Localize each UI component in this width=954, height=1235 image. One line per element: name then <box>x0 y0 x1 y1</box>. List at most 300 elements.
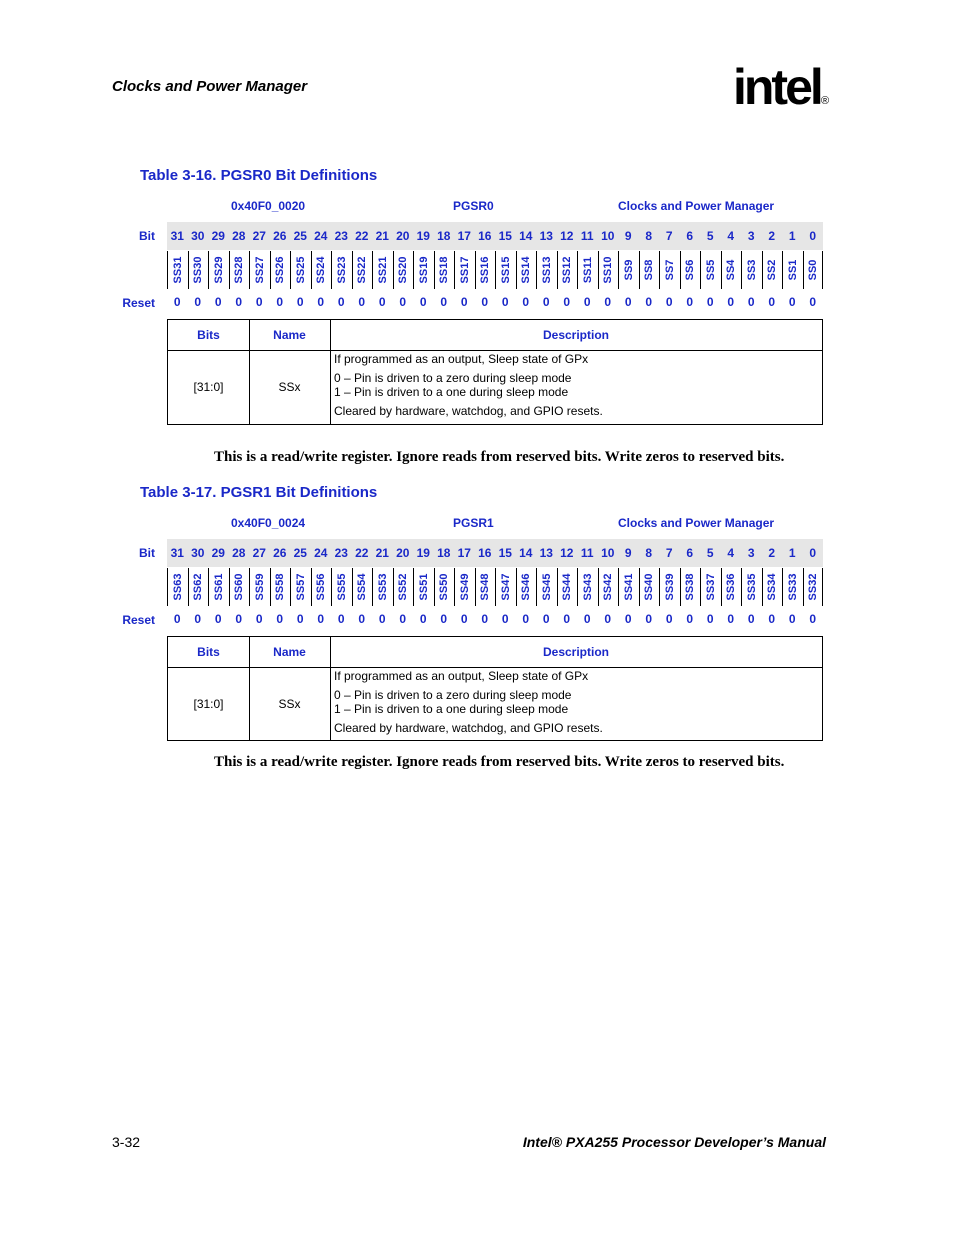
reset-value: 0 <box>194 295 202 309</box>
field-name-cell <box>413 251 434 289</box>
bit-number: 28 <box>232 546 246 560</box>
reset-value: 0 <box>255 295 263 309</box>
bit-number-row <box>167 222 823 250</box>
field-name-cell <box>762 251 783 289</box>
field-name-cell <box>700 568 721 606</box>
description-table-header <box>168 320 822 351</box>
reset-row-label: Reset <box>122 296 155 310</box>
field-name-cell <box>680 568 701 606</box>
bit-number: 21 <box>375 229 389 243</box>
bit-number: 18 <box>437 546 451 560</box>
field-name-cell <box>311 568 332 606</box>
description-line: 0 – Pin is driven to a zero during sleep mode <box>334 688 572 702</box>
field-name-cell <box>188 568 209 606</box>
field-name-cell <box>618 568 639 606</box>
column-header-name: Name <box>249 320 331 350</box>
bit-number: 13 <box>539 229 553 243</box>
field-name-cell <box>659 568 680 606</box>
reset-value: 0 <box>624 295 632 309</box>
bit-number: 10 <box>601 546 615 560</box>
register-note: This is a read/write register. Ignore reads from reserved bits. Write zeros to reserved bits. <box>214 754 785 770</box>
reset-value: 0 <box>296 612 304 626</box>
reset-value: 0 <box>747 612 755 626</box>
field-name: SS47 <box>499 573 512 601</box>
bit-number: 12 <box>560 546 574 560</box>
description-line: If programmed as an output, Sleep state of GPx <box>334 352 589 366</box>
field-name: SS46 <box>520 573 533 601</box>
field-name-cell <box>557 251 578 289</box>
reset-value: 0 <box>522 295 530 309</box>
reset-value: 0 <box>255 612 263 626</box>
reset-value: 0 <box>686 612 694 626</box>
field-name-cell <box>475 251 496 289</box>
bit-number: 24 <box>314 229 328 243</box>
reset-value: 0 <box>440 612 448 626</box>
register-note: This is a read/write register. Ignore reads from reserved bits. Write zeros to reserved bits. <box>214 449 785 465</box>
field-name: SS9 <box>622 259 635 281</box>
reset-value: 0 <box>604 295 612 309</box>
field-name: SS44 <box>561 573 574 601</box>
field-name-cell <box>413 568 434 606</box>
reset-value: 0 <box>481 295 489 309</box>
reset-value: 0 <box>645 295 653 309</box>
description-line: 1 – Pin is driven to a one during sleep mode <box>334 385 569 399</box>
bit-number: 29 <box>211 546 225 560</box>
reset-value: 0 <box>624 612 632 626</box>
column-header-description: Description <box>542 645 609 659</box>
field-name: SS4 <box>725 259 738 281</box>
field-name-cell <box>536 568 557 606</box>
field-name: SS10 <box>602 256 615 284</box>
bit-number: 23 <box>334 546 348 560</box>
reset-value: 0 <box>706 612 714 626</box>
register-address: 0x40F0_0024 <box>231 516 306 530</box>
bit-description-table <box>167 319 823 425</box>
bit-number: 31 <box>170 229 184 243</box>
bit-number: 5 <box>706 546 714 560</box>
field-name-row <box>167 568 823 606</box>
field-name-cell <box>352 568 373 606</box>
bit-number: 25 <box>293 229 307 243</box>
field-name-cell <box>434 251 455 289</box>
column-header-bits: Bits <box>168 320 250 350</box>
field-name: SS13 <box>540 256 553 284</box>
field-name: SS3 <box>745 259 758 281</box>
description-table-header <box>168 637 822 668</box>
reset-value: 0 <box>583 612 591 626</box>
reset-value: 0 <box>173 295 181 309</box>
field-name-cell <box>352 251 373 289</box>
description-line: If programmed as an output, Sleep state of GPx <box>334 669 589 683</box>
description-line: Cleared by hardware, watchdog, and GPIO resets. <box>334 721 603 735</box>
field-name: SS12 <box>561 256 574 284</box>
reset-value: 0 <box>563 612 571 626</box>
reset-value-row <box>167 609 823 629</box>
field-name: SS51 <box>417 573 430 601</box>
section-header-title: Clocks and Power Manager <box>112 78 308 95</box>
field-name: SS52 <box>397 573 410 601</box>
field-name-cell <box>577 568 598 606</box>
bit-number: 9 <box>624 546 632 560</box>
reset-value: 0 <box>317 612 325 626</box>
field-name-cell <box>188 251 209 289</box>
description-line: 0 – Pin is driven to a zero during sleep mode <box>334 371 572 385</box>
field-name-cell <box>516 251 537 289</box>
field-name: SS34 <box>766 573 779 601</box>
reset-value: 0 <box>481 612 489 626</box>
description-line: Cleared by hardware, watchdog, and GPIO resets. <box>334 404 603 418</box>
bit-number: 10 <box>601 229 615 243</box>
field-name-cell <box>741 251 762 289</box>
bit-number: 25 <box>293 546 307 560</box>
field-name: SS38 <box>684 573 697 601</box>
field-name: SS43 <box>581 573 594 601</box>
bit-number: 0 <box>809 229 817 243</box>
reset-value: 0 <box>214 612 222 626</box>
reset-value: 0 <box>727 612 735 626</box>
register-meta <box>0 199 954 215</box>
field-name-cell <box>311 251 332 289</box>
field-name-cell <box>270 251 291 289</box>
reset-value: 0 <box>419 295 427 309</box>
bit-number: 11 <box>580 546 594 560</box>
bit-number: 27 <box>252 546 266 560</box>
reset-value: 0 <box>501 295 509 309</box>
bit-number: 31 <box>170 546 184 560</box>
bit-number: 6 <box>686 546 694 560</box>
row-bits: [31:0] <box>168 350 250 424</box>
reset-value: 0 <box>194 612 202 626</box>
field-name: SS49 <box>458 573 471 601</box>
bit-number: 20 <box>396 229 410 243</box>
field-name: SS23 <box>335 256 348 284</box>
field-name: SS0 <box>806 259 819 281</box>
bit-number: 28 <box>232 229 246 243</box>
bit-number: 23 <box>334 229 348 243</box>
field-name: SS29 <box>212 256 225 284</box>
column-header-description: Description <box>542 328 609 342</box>
field-name: SS41 <box>622 573 635 601</box>
reset-value: 0 <box>809 295 817 309</box>
reset-value: 0 <box>276 612 284 626</box>
field-name: SS20 <box>397 256 410 284</box>
field-name: SS36 <box>725 573 738 601</box>
bit-number: 7 <box>665 229 673 243</box>
field-name-cell <box>249 568 270 606</box>
reset-value: 0 <box>788 295 796 309</box>
field-name-cell <box>618 251 639 289</box>
field-name: SS45 <box>540 573 553 601</box>
register-name: PGSR0 <box>453 199 494 213</box>
field-name: SS25 <box>294 256 307 284</box>
bit-number: 6 <box>686 229 694 243</box>
field-name-cell <box>331 568 352 606</box>
field-name: SS54 <box>356 573 369 601</box>
field-name: SS42 <box>602 573 615 601</box>
bit-number: 14 <box>519 229 533 243</box>
reset-value: 0 <box>768 295 776 309</box>
bit-number: 2 <box>768 546 776 560</box>
field-name-cell <box>372 251 393 289</box>
register-meta <box>0 516 954 532</box>
field-name-cell <box>475 568 496 606</box>
field-name-cell <box>598 568 619 606</box>
field-name-cell <box>229 251 250 289</box>
field-name-cell <box>639 568 660 606</box>
reset-value: 0 <box>235 612 243 626</box>
page-number: 3-32 <box>112 1134 141 1150</box>
field-name-cell <box>167 251 188 289</box>
field-name-cell <box>331 251 352 289</box>
field-name: SS24 <box>315 256 328 284</box>
bit-number: 15 <box>498 229 512 243</box>
reset-value: 0 <box>522 612 530 626</box>
field-name-cell <box>598 251 619 289</box>
field-name: SS19 <box>417 256 430 284</box>
row-description <box>330 667 822 741</box>
field-name-cell <box>639 251 660 289</box>
field-name: SS53 <box>376 573 389 601</box>
register-address: 0x40F0_0020 <box>231 199 306 213</box>
bit-number: 30 <box>191 546 205 560</box>
field-name: SS18 <box>438 256 451 284</box>
field-name-cell <box>782 568 803 606</box>
field-name: SS63 <box>171 573 184 601</box>
field-name-cell <box>803 251 824 289</box>
field-name-cell <box>229 568 250 606</box>
bit-number: 4 <box>727 546 735 560</box>
field-name: SS58 <box>274 573 287 601</box>
reset-value: 0 <box>542 295 550 309</box>
bit-number: 14 <box>519 546 533 560</box>
reset-value: 0 <box>399 612 407 626</box>
field-name: SS31 <box>171 256 184 284</box>
field-name: SS56 <box>315 573 328 601</box>
reset-value: 0 <box>337 612 345 626</box>
bit-number: 1 <box>788 229 796 243</box>
field-name-cell <box>536 251 557 289</box>
field-name-cell <box>495 251 516 289</box>
field-name: SS61 <box>212 573 225 601</box>
bit-number: 19 <box>416 229 430 243</box>
column-header-name: Name <box>249 637 331 667</box>
reset-value: 0 <box>358 295 366 309</box>
row-name: SSx <box>249 350 331 424</box>
reset-value: 0 <box>747 295 755 309</box>
bit-number: 1 <box>788 546 796 560</box>
bit-number: 22 <box>355 229 369 243</box>
logo-registered-mark: ® <box>821 95 830 107</box>
bit-number: 4 <box>727 229 735 243</box>
reset-value: 0 <box>501 612 509 626</box>
bit-description-table <box>167 636 823 741</box>
field-name: SS30 <box>192 256 205 284</box>
reset-value: 0 <box>276 295 284 309</box>
field-name: SS55 <box>335 573 348 601</box>
field-name: SS40 <box>643 573 656 601</box>
reset-value: 0 <box>317 295 325 309</box>
field-name-cell <box>290 251 311 289</box>
field-name: SS59 <box>253 573 266 601</box>
reset-value: 0 <box>460 612 468 626</box>
row-name: SSx <box>249 667 331 741</box>
field-name-cell <box>393 251 414 289</box>
reset-value: 0 <box>645 612 653 626</box>
bit-number: 24 <box>314 546 328 560</box>
table-title: Table 3-17. PGSR1 Bit Definitions <box>140 484 378 501</box>
field-name: SS16 <box>479 256 492 284</box>
field-name: SS57 <box>294 573 307 601</box>
reset-value: 0 <box>419 612 427 626</box>
field-name-cell <box>454 568 475 606</box>
table-title: Table 3-16. PGSR0 Bit Definitions <box>140 167 378 184</box>
bit-number: 15 <box>498 546 512 560</box>
bit-number: 16 <box>478 546 492 560</box>
bit-number: 22 <box>355 546 369 560</box>
bit-number: 17 <box>457 229 471 243</box>
manual-title: Intel® PXA255 Processor Developer’s Manual <box>522 1134 826 1150</box>
field-name: SS39 <box>663 573 676 601</box>
field-name-cell <box>434 568 455 606</box>
field-name: SS33 <box>786 573 799 601</box>
bit-number: 16 <box>478 229 492 243</box>
field-name: SS5 <box>704 259 717 281</box>
field-name: SS6 <box>684 259 697 281</box>
field-name: SS26 <box>274 256 287 284</box>
field-name-cell <box>721 251 742 289</box>
field-name-cell <box>762 568 783 606</box>
field-name: SS62 <box>192 573 205 601</box>
bit-number: 11 <box>580 229 594 243</box>
bit-number: 26 <box>273 229 287 243</box>
reset-value: 0 <box>358 612 366 626</box>
reset-value: 0 <box>604 612 612 626</box>
reset-value: 0 <box>440 295 448 309</box>
bit-number: 20 <box>396 546 410 560</box>
reset-value: 0 <box>214 295 222 309</box>
field-name: SS7 <box>663 259 676 281</box>
reset-value: 0 <box>768 612 776 626</box>
reset-value: 0 <box>788 612 796 626</box>
reset-value: 0 <box>296 295 304 309</box>
field-name-cell <box>577 251 598 289</box>
field-name: SS32 <box>806 573 819 601</box>
field-name: SS50 <box>438 573 451 601</box>
reset-value: 0 <box>378 295 386 309</box>
bit-number: 19 <box>416 546 430 560</box>
reset-value: 0 <box>706 295 714 309</box>
field-name: SS11 <box>581 256 594 284</box>
reset-row-label: Reset <box>122 613 155 627</box>
field-name-cell <box>516 568 537 606</box>
description-line: 1 – Pin is driven to a one during sleep mode <box>334 702 569 716</box>
field-name: SS35 <box>745 573 758 601</box>
field-name-cell <box>290 568 311 606</box>
bit-number: 29 <box>211 229 225 243</box>
reset-value: 0 <box>399 295 407 309</box>
field-name-cell <box>393 568 414 606</box>
bit-number: 18 <box>437 229 451 243</box>
bit-number: 8 <box>645 546 653 560</box>
bit-number: 21 <box>375 546 389 560</box>
field-name: SS28 <box>233 256 246 284</box>
logo-wordmark: intel <box>733 60 821 115</box>
bit-row-label: Bit <box>139 546 155 560</box>
bit-number: 3 <box>747 546 755 560</box>
reset-value: 0 <box>542 612 550 626</box>
bit-number: 7 <box>665 546 673 560</box>
field-name-cell <box>208 251 229 289</box>
bit-number: 30 <box>191 229 205 243</box>
field-name-cell <box>659 251 680 289</box>
bit-number-row <box>167 539 823 567</box>
field-name-cell <box>700 251 721 289</box>
bit-number: 26 <box>273 546 287 560</box>
bit-number: 12 <box>560 229 574 243</box>
bit-row-label: Bit <box>139 229 155 243</box>
field-name: SS21 <box>376 256 389 284</box>
field-name-cell <box>680 251 701 289</box>
field-name-row <box>167 251 823 289</box>
register-unit: Clocks and Power Manager <box>618 516 775 530</box>
table-row <box>168 667 822 741</box>
table-row <box>168 350 822 424</box>
bit-number: 17 <box>457 546 471 560</box>
reset-value: 0 <box>809 612 817 626</box>
field-name-cell <box>270 568 291 606</box>
field-name-cell <box>741 568 762 606</box>
field-name-cell <box>495 568 516 606</box>
field-name: SS1 <box>786 259 799 281</box>
reset-value: 0 <box>235 295 243 309</box>
bit-number: 5 <box>706 229 714 243</box>
field-name-cell <box>557 568 578 606</box>
field-name: SS27 <box>253 256 266 284</box>
register-unit: Clocks and Power Manager <box>618 199 775 213</box>
reset-value-row <box>167 292 823 312</box>
field-name-cell <box>249 251 270 289</box>
row-bits: [31:0] <box>168 667 250 741</box>
field-name: SS14 <box>520 256 533 284</box>
field-name: SS22 <box>356 256 369 284</box>
reset-value: 0 <box>665 612 673 626</box>
intel-logo <box>733 60 833 120</box>
reset-value: 0 <box>665 295 673 309</box>
field-name-cell <box>803 568 824 606</box>
field-name-cell <box>721 568 742 606</box>
field-name-cell <box>167 568 188 606</box>
row-description <box>330 350 822 424</box>
bit-number: 0 <box>809 546 817 560</box>
bit-number: 3 <box>747 229 755 243</box>
reset-value: 0 <box>378 612 386 626</box>
field-name: SS8 <box>643 259 656 281</box>
field-name-cell <box>208 568 229 606</box>
reset-value: 0 <box>563 295 571 309</box>
reset-value: 0 <box>686 295 694 309</box>
reset-value: 0 <box>337 295 345 309</box>
bit-number: 8 <box>645 229 653 243</box>
field-name: SS48 <box>479 573 492 601</box>
reset-value: 0 <box>583 295 591 309</box>
bit-number: 27 <box>252 229 266 243</box>
bit-number: 13 <box>539 546 553 560</box>
field-name-cell <box>372 568 393 606</box>
field-name: SS37 <box>704 573 717 601</box>
field-name-cell <box>782 251 803 289</box>
bit-number: 2 <box>768 229 776 243</box>
bit-number: 9 <box>624 229 632 243</box>
